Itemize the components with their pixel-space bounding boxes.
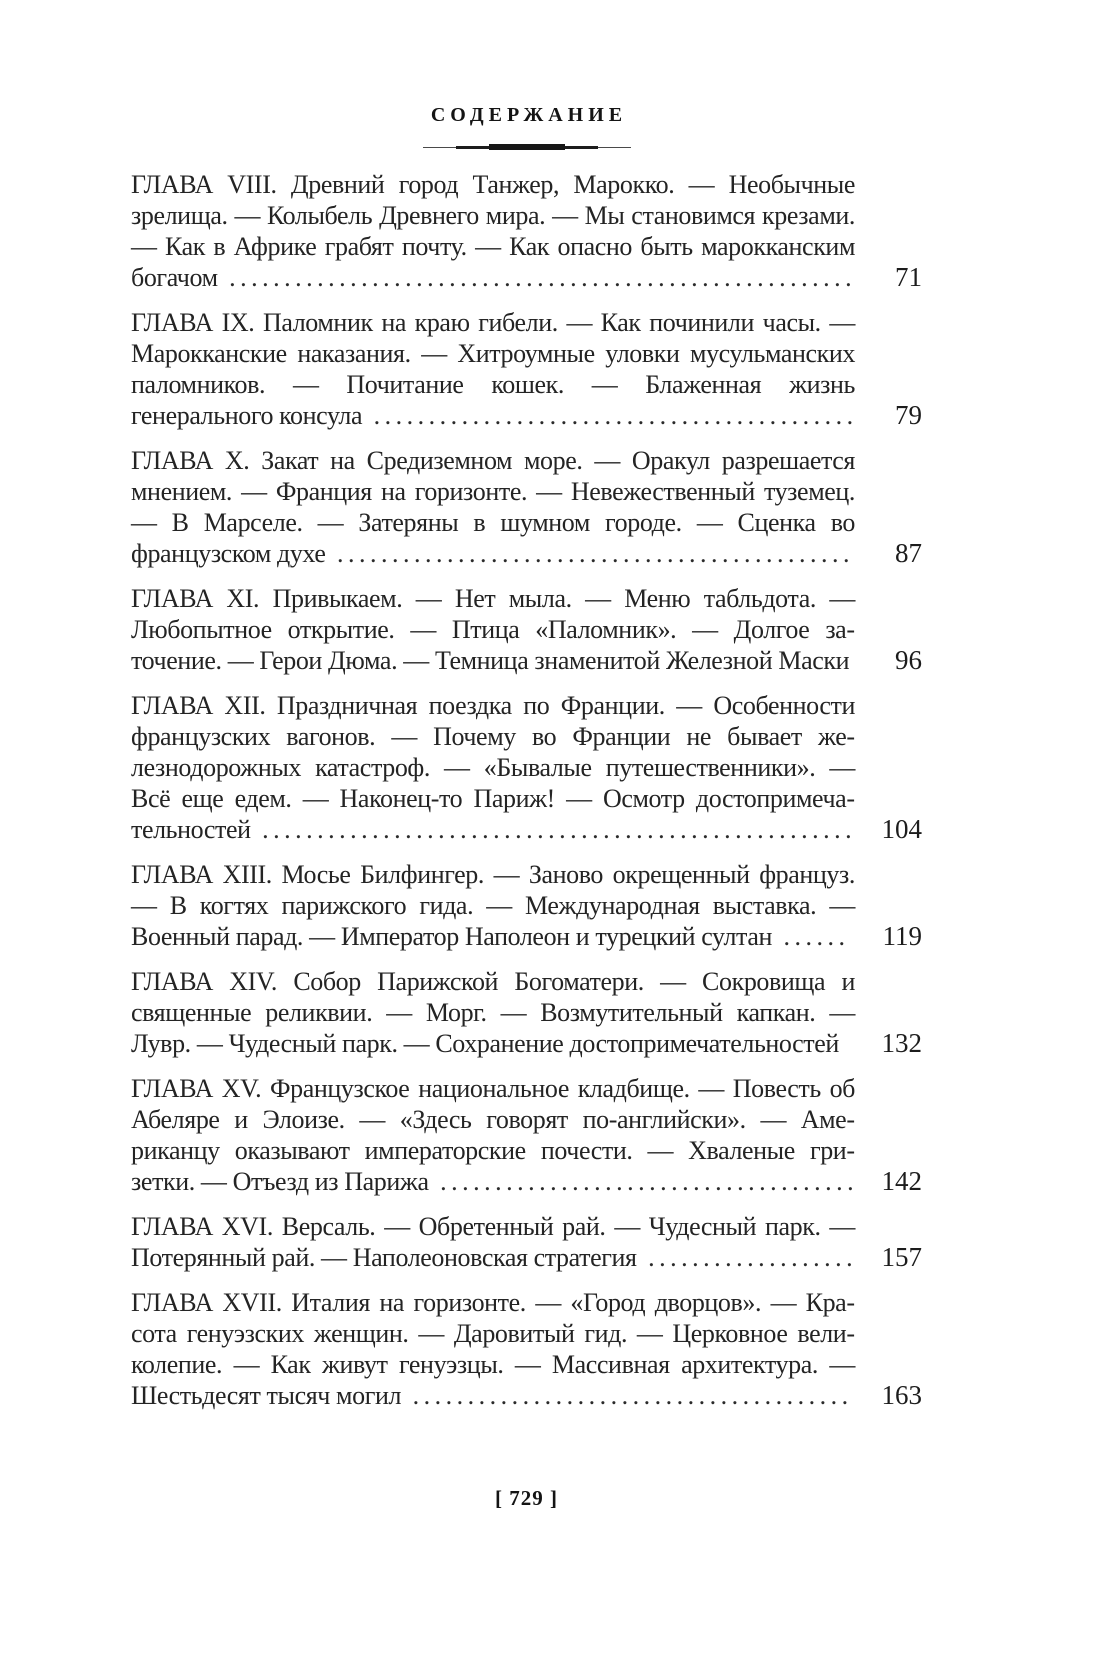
dot-leader: . . . . . . . . . . . . . . . . . . . . . . . . . . . . . . . . . . . . . . [435, 1167, 854, 1196]
folio-page-number: [ 729 ] [495, 1486, 558, 1510]
toc-entry-text: ГЛАВА X. Закат на Средиземном море. — Оракул разрешается мнением. — Франция на горизонте. — Невежественный туземец. — В Марселе. — Затеряны в шумном городе. — Сценка во французском духе [131, 446, 855, 568]
title-divider-rule [423, 143, 631, 151]
dot-leader: . . . . . . . . . . . . . . . . . . . . . . . . . . . . . . . . . . . . . . . . . . . . . . . . . . . . . . . . . [224, 263, 852, 292]
toc-entry-page-number: 104 [881, 814, 922, 844]
toc-entry-text: ГЛАВА XIII. Мосье Билфингер. — Заново окрещенный француз. — В когтях парижского гида. — Международная выставка. — Военный парад. — Император Наполеон и турецкий султан [131, 860, 855, 951]
dot-leader: . . . . . . [779, 922, 845, 951]
dot-leader [839, 1029, 846, 1058]
toc-entry-page-number: 71 [895, 262, 922, 292]
toc-entry-text: ГЛАВА XVII. Италия на горизонте. — «Город дворцов». — Красота генуэзских женщин. — Даровитый гид. — Церковное великолепие. — Как живут генуэзцы. — Массивная архитектура. — Шестьдесят тысяч могил [131, 1288, 855, 1410]
toc-entry[interactable] [131, 966, 922, 1059]
toc-entry[interactable] [131, 307, 922, 431]
toc-entry[interactable] [131, 169, 922, 293]
dot-leader [849, 646, 856, 675]
toc-entry-page-number: 119 [882, 921, 922, 951]
toc-entry-page-number: 163 [881, 1380, 922, 1410]
dot-leader: . . . . . . . . . . . . . . . . . . . . . . . . . . . . . . . . . . . . . . . . [408, 1381, 849, 1410]
toc-entry-text: ГЛАВА XI. Привыкаем. — Нет мыла. — Меню табльдота. — Любопытное открытие. — Птица «Паломник». — Долгое заточение. — Герои Дюма. — Темница знаменитой Железной Маски [131, 584, 855, 675]
toc-entry-page-number: 132 [881, 1028, 922, 1058]
toc-entry-text: ГЛАВА XIV. Собор Парижской Богоматери. — Сокровища и священные реликвии. — Морг. — Возмутительный капкан. — Лувр. — Чудесный парк. — Сохранение достопримечательностей [131, 967, 855, 1058]
toc-entry[interactable] [131, 1211, 922, 1273]
dot-leader: . . . . . . . . . . . . . . . . . . . . . . . . . . . . . . . . . . . . . . . . . . . . . . . [332, 539, 850, 568]
toc-entry-text: ГЛАВА XV. Французское национальное кладбище. — Повесть об Абеляре и Элоизе. — «Здесь говорят по-английски». — Американцу оказывают императорские почести. — Хваленые гризетки. — Отъезд из Парижа [131, 1074, 855, 1196]
toc-entry-text: ГЛАВА XVI. Версаль. — Обретенный рай. — Чудесный парк. — Потерянный рай. — Наполеоновская стратегия [131, 1212, 855, 1272]
toc-entry[interactable] [131, 690, 922, 845]
toc-entry-page-number: 96 [895, 645, 922, 675]
toc-entry-page-number: 87 [895, 538, 922, 568]
toc-entry[interactable] [131, 859, 922, 952]
toc-entry[interactable] [131, 1287, 922, 1411]
toc-entry-text: ГЛАВА VIII. Древний город Танжер, Марокко. — Необычные зрелища. — Колыбель Древнего мира. — Мы становимся крезами. — Как в Африке грабят почту. — Как опасно быть марокканским богачом [131, 170, 855, 292]
dot-leader: . . . . . . . . . . . . . . . . . . . . . . . . . . . . . . . . . . . . . . . . . . . . . . . . . . . . . . [257, 815, 852, 844]
toc-entry-text: ГЛАВА IX. Паломник на краю гибели. — Как починили часы. — Марокканские наказания. — Хитроумные уловки мусульманских паломников. — Почитание кошек. — Блаженная жизнь генерального консула [131, 308, 855, 430]
dot-leader: . . . . . . . . . . . . . . . . . . . . . . . . . . . . . . . . . . . . . . . . . . . . [369, 401, 854, 430]
page-title: СОДЕРЖАНИЕ [430, 104, 628, 126]
toc-content [131, 104, 922, 1411]
toc-entry-page-number: 157 [881, 1242, 922, 1272]
toc-entry-page-number: 142 [881, 1166, 922, 1196]
toc-entry[interactable] [131, 583, 922, 676]
page-footer [131, 1486, 922, 1511]
dot-leader: . . . . . . . . . . . . . . . . . . . [643, 1243, 853, 1272]
toc-list [131, 169, 922, 1411]
toc-entry[interactable] [131, 1073, 922, 1197]
toc-entry[interactable] [131, 445, 922, 569]
toc-entry-text: ГЛАВА XII. Праздничная поездка по Франции. — Особенности французских вагонов. — Почему во Франции не бывает железнодорожных катастроф. — «Бывалые путешественники». — Всё еще едем. — Наконец-то Париж! — Осмотр достопримечательностей [131, 691, 855, 844]
toc-entry-page-number: 79 [895, 400, 922, 430]
